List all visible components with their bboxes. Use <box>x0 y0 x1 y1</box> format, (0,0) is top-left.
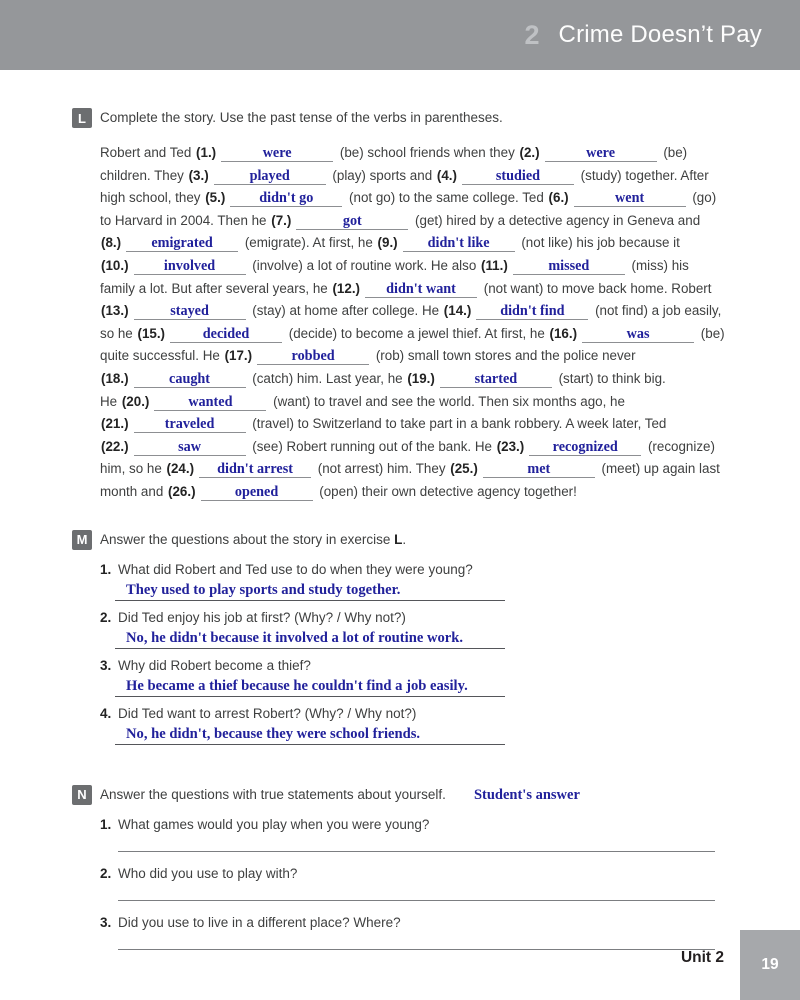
question-number: 3. <box>100 657 112 673</box>
story-line <box>100 323 734 346</box>
story-text: (not want) to move back home. Robert <box>480 280 712 296</box>
n-questions <box>100 815 734 950</box>
question-text: Who did you use to play with? <box>118 865 298 881</box>
question-text: Did you use to live in a different place? Where? <box>118 914 401 930</box>
story-text: (want) to travel and see the world. Then six months ago, he <box>269 393 625 409</box>
blank-number: (17.) <box>224 348 253 364</box>
question-answer-block <box>100 815 734 852</box>
story-text: (go) <box>688 190 717 206</box>
story-text: (catch) him. Last year, he <box>248 370 407 386</box>
answer-blank[interactable]: were <box>221 145 333 162</box>
question-number: 4. <box>100 705 112 721</box>
story-text: (play) sports and <box>328 167 436 183</box>
students-answer-note: Student's answer <box>473 786 580 803</box>
story-line <box>100 458 734 481</box>
story-text: so he <box>100 325 137 341</box>
story-text: (not like) his job because it <box>517 235 680 251</box>
story-text: (study) together. After <box>576 167 709 183</box>
question-text: Did Ted want to arrest Robert? (Why? / Why not?) <box>118 705 417 721</box>
answer-blank[interactable]: started <box>440 371 552 388</box>
question-text: Why did Robert become a thief? <box>118 657 311 673</box>
story-line <box>100 255 734 278</box>
question-line <box>100 864 734 884</box>
answer-blank[interactable]: recognized <box>529 439 641 456</box>
story <box>100 142 734 504</box>
story-text: (emigrate). At first, he <box>241 235 377 251</box>
story-line <box>100 368 734 391</box>
answer-blank[interactable]: robbed <box>257 348 369 365</box>
answer-blank[interactable]: played <box>214 168 326 185</box>
answer-blank[interactable]: missed <box>513 258 625 275</box>
question-number: 1. <box>100 816 112 832</box>
blank-number: (11.) <box>481 257 508 273</box>
question-line <box>100 913 734 933</box>
story-text: (rob) small town stores and the police never <box>372 348 636 364</box>
blank-number: (26.) <box>168 483 196 499</box>
written-answer-line[interactable]: He became a thief because he couldn't find a job easily. <box>115 677 505 697</box>
question-text: What games would you play when you were young? <box>118 816 430 832</box>
written-answer-line[interactable]: No, he didn't because it involved a lot of routine work. <box>115 629 505 649</box>
answer-blank[interactable]: traveled <box>134 416 246 433</box>
story-line <box>100 187 734 210</box>
question-number: 2. <box>100 609 112 625</box>
answer-blank[interactable]: decided <box>170 326 282 343</box>
story-text: (see) Robert running out of the bank. He <box>248 438 496 454</box>
story-text: (start) to think big. <box>554 370 666 386</box>
question-line <box>100 815 734 835</box>
question-answer-block <box>100 704 734 745</box>
question-number: 2. <box>100 865 112 881</box>
story-text: quite successful. He <box>100 348 224 364</box>
blank-number: (14.) <box>443 303 472 319</box>
exercise-m <box>72 530 734 745</box>
instruction-text: Answer the questions with true statements about yourself. <box>100 786 446 802</box>
story-line <box>100 345 734 368</box>
blank-number: (16.) <box>549 325 578 341</box>
answer-blank[interactable]: was <box>582 326 694 343</box>
story-text: (miss) his <box>627 257 689 273</box>
story-text: him, so he <box>100 461 166 477</box>
blank-number: (1.) <box>196 145 217 160</box>
question-text: What did Robert and Ted use to do when they were young? <box>118 561 473 577</box>
blank-number: (20.) <box>121 393 150 409</box>
unit-title: Crime Doesn’t Pay <box>558 21 762 48</box>
story-text: children. They <box>100 167 188 183</box>
blank-number: (2.) <box>519 145 540 160</box>
answer-blank[interactable]: met <box>483 461 595 478</box>
question-text: Did Ted enjoy his job at first? (Why? / Why not?) <box>118 609 406 625</box>
question-number: 3. <box>100 914 112 930</box>
exercise-ref: L <box>394 531 403 547</box>
question-answer-block <box>100 656 734 697</box>
page-number: 19 <box>761 956 779 973</box>
answer-blank[interactable]: emigrated <box>126 235 238 252</box>
answer-blank[interactable]: went <box>574 190 686 207</box>
page-number-box <box>740 930 800 1000</box>
exercise-l-instruction: Complete the story. Use the past tense of the verbs in parentheses. <box>100 110 503 125</box>
blank-number: (22.) <box>101 438 129 454</box>
question-answer-block <box>100 913 734 950</box>
exercise-n <box>72 785 734 950</box>
blank-number: (18.) <box>101 370 129 386</box>
answer-blank[interactable]: didn't arrest <box>199 461 311 478</box>
exercise-n-instruction <box>100 785 734 805</box>
written-answer-line[interactable]: No, he didn't, because they were school friends. <box>115 725 505 745</box>
story-text: to Harvard in 2004. Then he <box>100 212 271 228</box>
blank-number: (25.) <box>450 461 478 477</box>
story-text: (open) their own detective agency together! <box>315 483 577 499</box>
empty-answer-line[interactable] <box>118 900 715 901</box>
answer-blank[interactable]: didn't go <box>230 190 342 207</box>
written-answer-line[interactable]: They used to play sports and study together. <box>115 581 505 601</box>
instruction-period: . <box>402 531 407 547</box>
blank-number: (3.) <box>188 167 209 183</box>
story-text: (not go) to the same college. Ted <box>345 190 548 206</box>
footer-unit-label: Unit 2 <box>680 949 724 966</box>
blank-number: (12.) <box>332 280 361 296</box>
blank-number: (21.) <box>101 416 129 432</box>
story-text: (not find) a job easily, <box>591 303 722 319</box>
answer-blank[interactable]: didn't like <box>403 235 515 252</box>
exercise-n-badge: N <box>72 785 92 805</box>
story-text: (not arrest) him. They <box>314 461 450 477</box>
story-line <box>100 300 734 323</box>
question-line <box>100 560 734 580</box>
story-line <box>100 232 734 255</box>
answer-blank[interactable]: caught <box>134 371 246 388</box>
answer-blank[interactable]: got <box>296 213 408 230</box>
story-text: (stay) at home after college. He <box>248 303 443 319</box>
question-line <box>100 656 734 676</box>
story-text: (be) <box>659 145 688 160</box>
blank-number: (4.) <box>436 167 457 183</box>
answer-blank[interactable]: studied <box>462 168 574 185</box>
story-text: (recognize) <box>644 438 715 454</box>
story-text: (get) hired by a detective agency in Geneva and <box>411 212 701 228</box>
story-text: high school, they <box>100 190 205 206</box>
blank-number: (23.) <box>496 438 525 454</box>
story-text: (be) <box>697 325 725 341</box>
story-line <box>100 278 734 301</box>
question-line <box>100 704 734 724</box>
unit-number: 2 <box>524 19 540 50</box>
instruction-text: Answer the questions about the story in exercise <box>100 531 395 547</box>
story-text: (be) school friends when they <box>336 145 519 160</box>
story-text: He <box>100 393 121 409</box>
answer-blank[interactable]: involved <box>134 258 246 275</box>
story-text: Robert and Ted <box>100 145 196 160</box>
exercise-l-badge: L <box>72 108 92 128</box>
story-text: family a lot. But after several years, he <box>100 280 332 296</box>
exercise-m-badge: M <box>72 530 92 550</box>
answer-blank[interactable]: didn't want <box>365 281 477 298</box>
story-text: (decide) to become a jewel thief. At first, he <box>285 325 549 341</box>
m-questions <box>100 560 734 745</box>
blank-number: (19.) <box>407 370 435 386</box>
question-answer-block <box>100 864 734 901</box>
unit-header <box>0 0 800 70</box>
blank-number: (6.) <box>548 190 569 206</box>
answer-blank[interactable]: saw <box>134 439 246 456</box>
answer-blank[interactable]: opened <box>201 484 313 501</box>
story-text: (travel) to Switzerland to take part in a bank robbery. A week later, Ted <box>248 416 667 432</box>
blank-number: (15.) <box>137 325 166 341</box>
story-line <box>100 413 734 436</box>
story-text: (involve) a lot of routine work. He also <box>248 257 481 273</box>
exercise-m-instruction <box>100 530 734 550</box>
answer-blank[interactable]: stayed <box>134 303 246 320</box>
story-line <box>100 481 734 504</box>
question-number: 1. <box>100 561 112 577</box>
answer-blank[interactable]: wanted <box>154 394 266 411</box>
story-text: month and <box>100 483 167 499</box>
blank-number: (24.) <box>166 461 195 477</box>
question-answer-block <box>100 608 734 649</box>
story-line <box>100 165 734 188</box>
story-line <box>100 391 734 414</box>
story-line <box>100 436 734 459</box>
blank-number: (8.) <box>101 235 122 251</box>
blank-number: (9.) <box>377 235 398 251</box>
empty-answer-line[interactable] <box>118 851 715 852</box>
blank-number: (13.) <box>101 303 129 319</box>
exercise-l <box>72 108 734 504</box>
empty-answer-line[interactable] <box>118 949 715 950</box>
story-line <box>100 142 734 165</box>
answer-blank[interactable]: were <box>545 145 657 162</box>
blank-number: (10.) <box>101 257 129 273</box>
answer-blank[interactable]: didn't find <box>476 303 588 320</box>
story-line <box>100 210 734 233</box>
blank-number: (5.) <box>205 190 226 206</box>
question-answer-block <box>100 560 734 601</box>
story-text: (meet) up again last <box>597 461 720 477</box>
question-line <box>100 608 734 628</box>
blank-number: (7.) <box>271 212 292 228</box>
